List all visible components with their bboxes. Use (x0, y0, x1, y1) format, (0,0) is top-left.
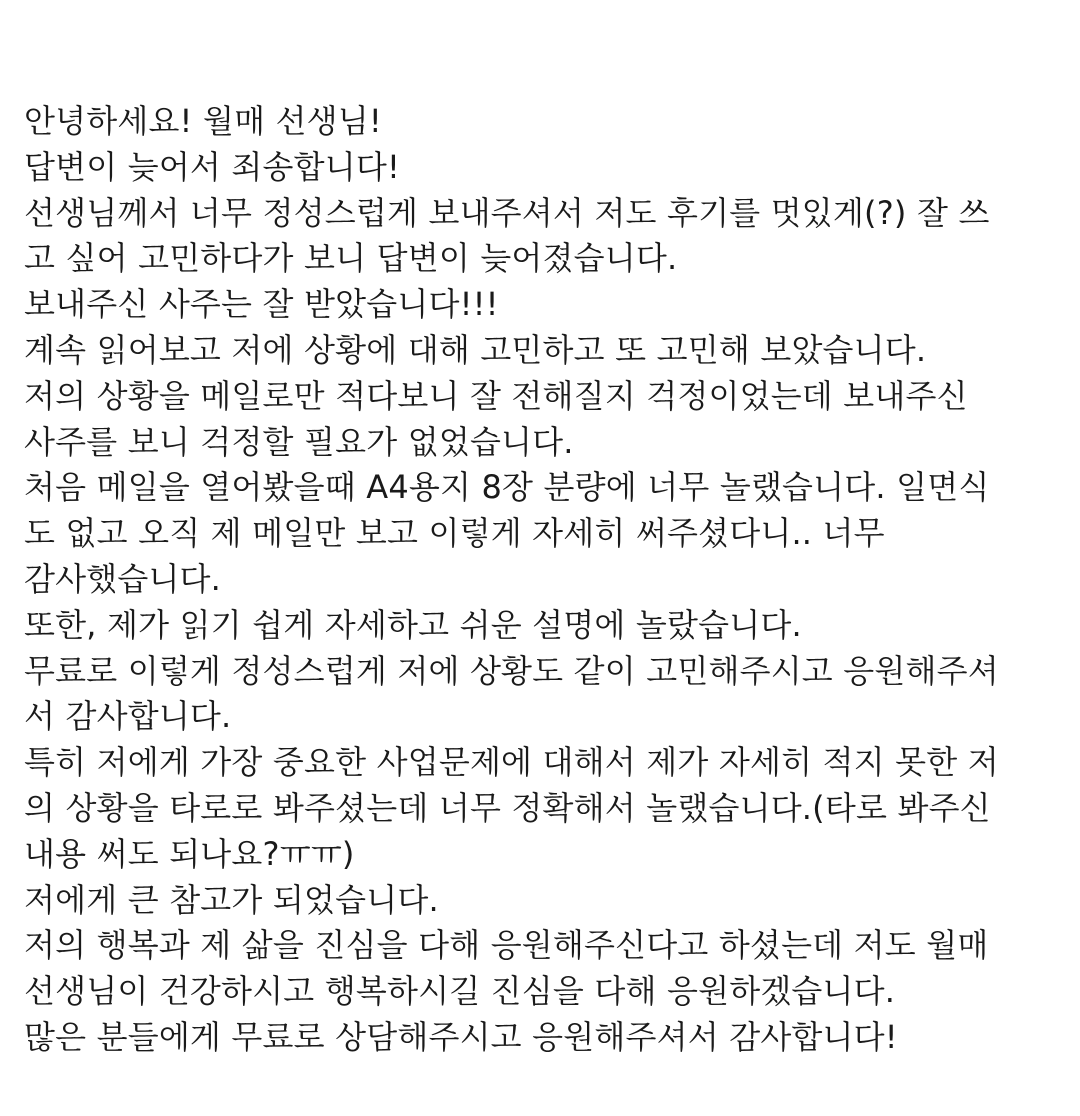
message-line: 의 상황을 타로로 봐주셨는데 너무 정확해서 놀랬습니다.(타로 봐주신 (24, 788, 991, 827)
message-line: 감사했습니다. (24, 559, 222, 598)
message-line: 저에게 큰 참고가 되었습니다. (24, 880, 439, 919)
message-line: 계속 읽어보고 저에 상황에 대해 고민하고 또 고민해 보았습니다. (24, 330, 927, 369)
message-line: 고 싶어 고민하다가 보니 답변이 늦어졌습니다. (24, 239, 678, 278)
message-line: 저의 상황을 메일로만 적다보니 잘 전해질지 걱정이었는데 보내주신 (24, 376, 968, 415)
message-line: 많은 분들에게 무료로 상담해주시고 응원해주셔서 감사합니다! (24, 1017, 898, 1056)
message-line: 답변이 늦어서 죄송합니다! (24, 147, 401, 186)
message-line: 안녕하세요! 월매 선생님! (24, 102, 382, 140)
message-line: 저의 행복과 제 삶을 진심을 다해 응원해주신다고 하셨는데 저도 월매 (24, 926, 989, 965)
message-line: 무료로 이렇게 정성스럽게 저에 상황도 같이 고민해주시고 응원해주셔 (24, 651, 999, 690)
message-line: 서 감사합니다. (24, 697, 232, 736)
message-line: 선생님께서 너무 정성스럽게 보내주셔서 저도 후기를 멋있게(?) 잘 쓰 (24, 193, 990, 232)
message-line: 선생님이 건강하시고 행복하시길 진심을 다해 응원하겠습니다. (24, 972, 896, 1011)
message-line: 보내주신 사주는 잘 받았습니다!!! (24, 285, 499, 324)
message-line: 도 없고 오직 제 메일만 보고 이렇게 자세히 써주셨다니.. 너무 (24, 514, 885, 553)
message-line: 내용 써도 되나요?ㅠㅠ) (24, 834, 355, 873)
message-line: 처음 메일을 열어봤을때 A4용지 8장 분량에 너무 놀랬습니다. 일면식 (24, 468, 990, 507)
message-line: 사주를 보니 걱정할 필요가 없었습니다. (24, 422, 574, 461)
message-line: 특히 저에게 가장 중요한 사업문제에 대해서 제가 자세히 적지 못한 저 (24, 743, 999, 782)
message-line: 또한, 제가 읽기 쉽게 자세하고 쉬운 설명에 놀랐습니다. (24, 605, 802, 644)
review-message (24, 99, 1064, 1061)
